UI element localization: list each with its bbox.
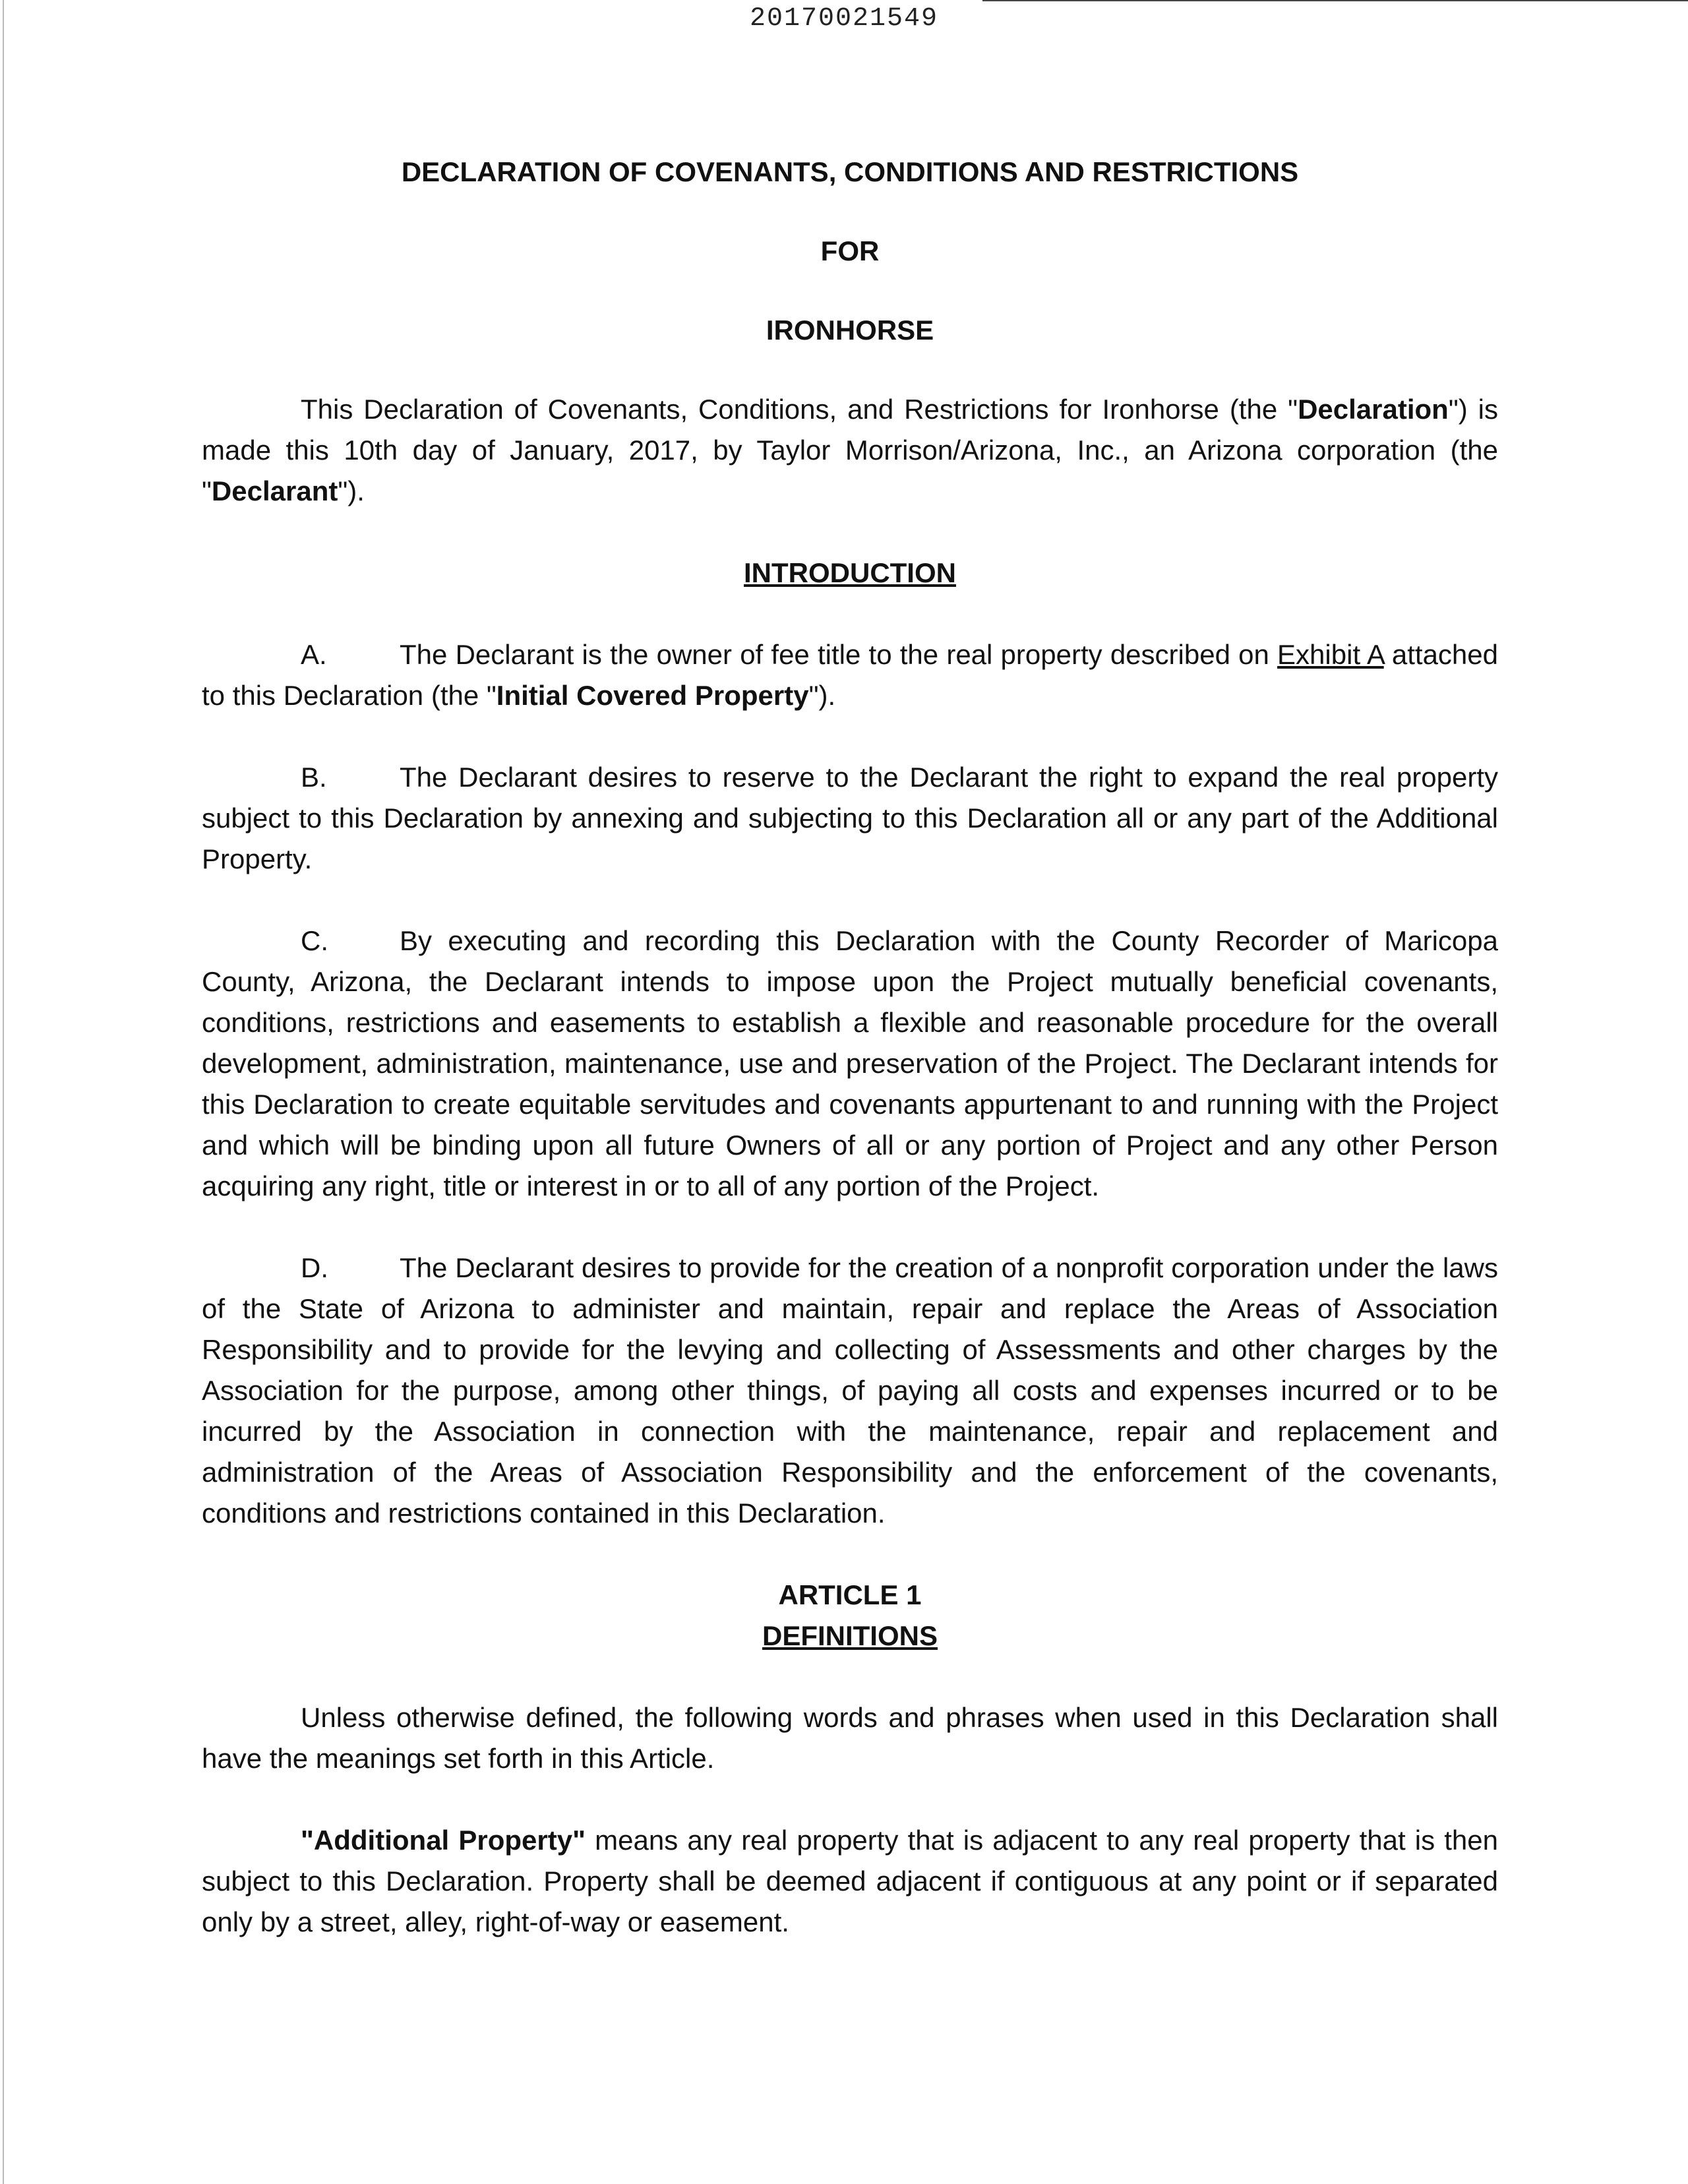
definition-additional-property	[202, 1820, 1498, 1943]
recital-d-text: The Declarant desires to provide for the creation of a nonprofit corporation under the laws of the State of Arizona to administer and maintain, repair and replace the Areas of Association Responsibility and to provide for the levying and collecting of Assessments and other charges by the Association for the purpose, among other things, of paying all costs and expenses incurred or to be incurred by the Association in connection with the maintenance, repair and replacement and administration of the Areas of Association Responsibility and the enforcement of the covenants, conditions and restrictions contained in this Declaration.	[202, 1252, 1498, 1529]
recital-a-text-3: ").	[808, 680, 836, 711]
document-title-line2: FOR	[820, 235, 880, 266]
article-1-number: ARTICLE 1	[778, 1579, 922, 1610]
definition-additional-property-text: means any real property that is adjacent to any real property that is then subject to this Declaration. Property shall be deemed adjacent if contiguous at any point or if separated only by a street, alley, right-of-way or easement.	[202, 1825, 1499, 1937]
recital-c	[202, 921, 1498, 1207]
preamble-text-3: ").	[338, 475, 365, 506]
document-title-line1: DECLARATION OF COVENANTS, CONDITIONS AND RESTRICTIONS	[401, 156, 1299, 187]
document-body	[202, 152, 1498, 1943]
article-1-title: DEFINITIONS	[762, 1620, 938, 1651]
recital-a-label: A.	[301, 639, 327, 670]
preamble-paragraph	[202, 389, 1498, 512]
document-title-line3: IRONHORSE	[766, 315, 934, 346]
scan-left-edge	[3, 0, 4, 2184]
term-initial-covered-property: Initial Covered Property	[496, 680, 809, 711]
preamble-term-declarant: Declarant	[211, 475, 338, 506]
term-additional-property: "Additional Property"	[301, 1825, 586, 1856]
recital-b	[202, 757, 1498, 880]
recital-a	[202, 634, 1498, 716]
recording-number: 20170021549	[749, 4, 939, 34]
recital-a-text-2: attached to this Declaration (the "	[202, 639, 1499, 711]
preamble-text-2: ") is made this 10th day of January, 2017, by Taylor Morrison/Arizona, Inc., an Arizona corporation (the "	[202, 394, 1498, 506]
preamble-term-declaration: Declaration	[1298, 394, 1449, 425]
recital-c-label: C.	[301, 925, 328, 956]
scan-top-rule	[982, 0, 1688, 1]
recital-d	[202, 1248, 1498, 1534]
recital-b-text: The Declarant desires to reserve to the Declarant the right to expand the real property subject to this Declaration by annexing and subjecting to this Declaration all or any part of the Additional Property.	[202, 762, 1498, 874]
exhibit-a-reference: Exhibit A	[1277, 639, 1384, 670]
article-1-intro: Unless otherwise defined, the following words and phrases when used in this Declaration shall have the meanings set forth in this Article.	[202, 1702, 1498, 1774]
recital-a-text-1: The Declarant is the owner of fee title to the real property described on	[400, 639, 1278, 670]
preamble-text-1: This Declaration of Covenants, Conditions, and Restrictions for Ironhorse (the "	[301, 394, 1298, 425]
introduction-heading: INTRODUCTION	[744, 557, 956, 588]
recital-b-label: B.	[301, 762, 327, 793]
recital-c-text: By executing and recording this Declaration with the County Recorder of Maricopa County, Arizona, the Declarant intends to impose upon the Project mutually beneficial covenants, conditions, restrictions and easements to establish a flexible and reasonable procedure for the overall development, administration, maintenance, use and preservation of the Project. The Declarant intends for this Declaration to create equitable servitudes and covenants appurtenant to and running with the Project and which will be binding upon all future Owners of all or any portion of Project and any other Person acquiring any right, title or interest in or to all of any portion of the Project.	[202, 925, 1498, 1201]
recital-d-label: D.	[301, 1252, 328, 1283]
